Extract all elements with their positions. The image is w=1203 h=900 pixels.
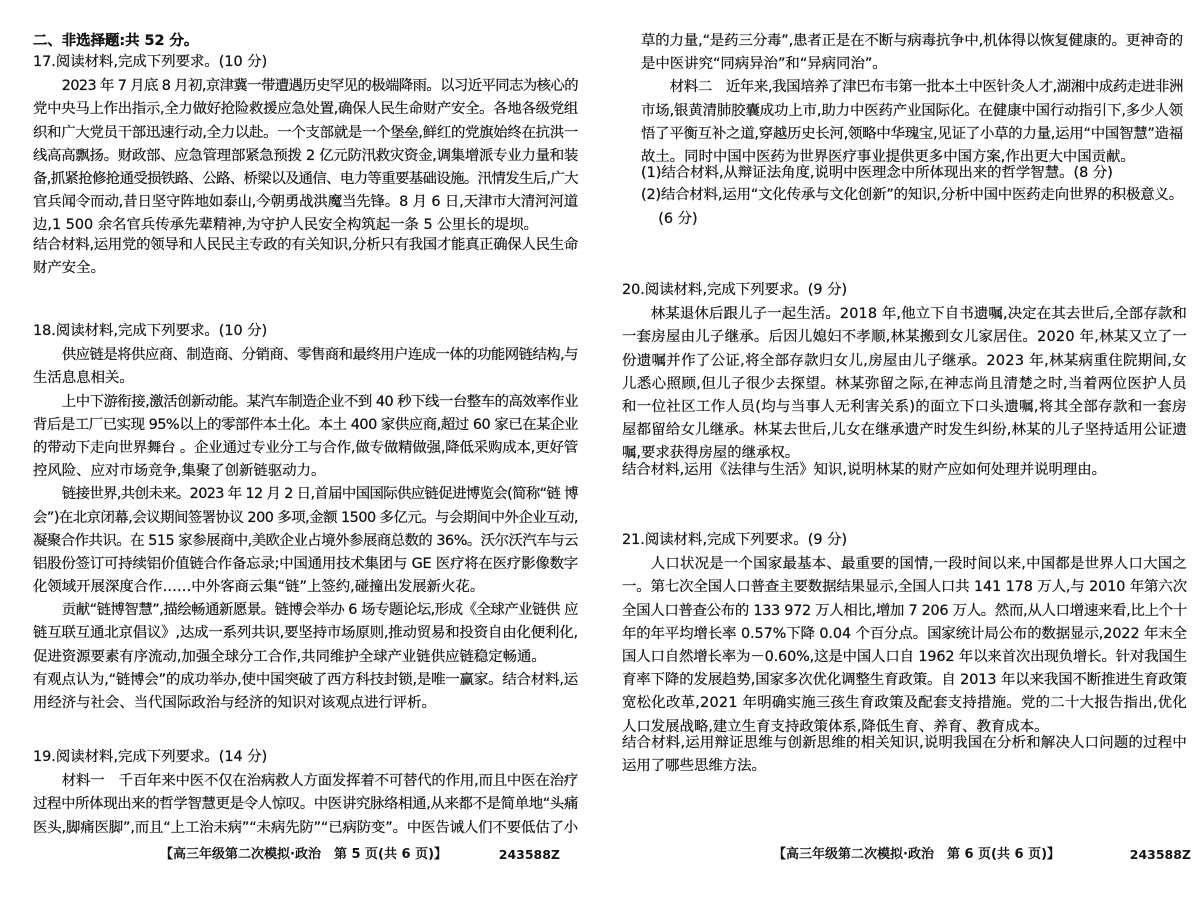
text-line: (1)结合材料,从辩证法角度,说明中医理念中所体现出来的哲学智慧。(8 分) (641, 165, 1113, 182)
text-line: 生活息息相关。 (33, 370, 134, 387)
footer-title: 【高三年级第二次模拟·政治 第 5 页(共 6 页)】 (160, 847, 448, 862)
question-prompt (622, 732, 1187, 778)
material-paragraph (33, 391, 578, 484)
text-line: 过程中所体现出来的哲学智慧更是令人惊叹。中医讲究脉络相通,从来都不是简单地“头痛 (33, 796, 578, 813)
text-line: 结合材料,运用《法律与生活》知识,说明林某的财产应如何处理并说明理由。 (622, 461, 1107, 478)
question-title: 21.阅读材料,完成下列要求。(9 分) (622, 532, 848, 548)
section-heading: 二、非选择题:共 52 分。 (33, 33, 199, 49)
question-block (33, 746, 578, 840)
text-line: 市场,银黄清肺胶囊成功上市,助力中医药产业国际化。在健康中国行动指引下,多少人领 (641, 102, 1183, 119)
text-line: 儿悉心照顾,但儿子很少去探望。林某弥留之际,在神志尚且清楚之时,当着两位医护人员 (622, 375, 1187, 392)
text-line: 2023 年 7 月底 8 月初,京津冀一带遭遇历史罕见的极端降雨。以习近平同志为核心的 (61, 78, 578, 95)
question-list (0, 0, 601, 900)
material-paragraph (622, 553, 1187, 739)
text-line: 官兵闻令而动,昔日坚守阵地如泰山,今朝勇战洪魔当先锋。8 月 6 日,天津市大清河河道 (33, 194, 578, 211)
text-line: 份遗嘱并作了公证,将全部存款归女儿,房屋由儿子继承。2023 年,林某病重住院期间,女 (622, 352, 1187, 369)
text-line: 和一位社区工作人员(均与当事人无利害关系)的面立下口头遗嘱,将其全部存款和一套房 (622, 398, 1187, 415)
paper-code: 243588Z (498, 847, 560, 862)
material-paragraph (641, 76, 1183, 169)
text-line: 一套房屋由儿子继承。后因儿媳妇不孝顺,林某搬到女儿家居住。2020 年,林某又立了一 (622, 329, 1187, 346)
text-line: (6 分) (658, 210, 698, 227)
text-line: 嘱,要求获得房屋的继承权。 (622, 445, 800, 462)
question-block (622, 529, 1187, 778)
text-line: 屋都留给女儿继承。林某去世后,儿女在继承遗产时发生纠纷,林某的儿子坚持适用公证遗 (622, 422, 1187, 439)
question-block (641, 30, 1183, 231)
question-prompt (622, 459, 1187, 482)
material-paragraph (33, 483, 578, 599)
text-line: 会”)在北京闭幕,会议期间签署协议 200 多项,金额 1500 多亿元。与会期间中外企业互动, (33, 509, 578, 526)
text-line: 故土。同时中国中医药为世界医疗事业提供更多中国方案,作出更大中国贡献。 (641, 148, 1135, 165)
question-block (33, 320, 578, 715)
exam-page-6 (601, 0, 1203, 900)
question-prompt (33, 669, 578, 715)
text-line: 链接世界,共创未来。2023 年 12 月 2 日,首届中国国际供应链促进博览会(简称“链 博 (61, 486, 578, 503)
text-line: 财产安全。 (33, 259, 105, 276)
text-line: 国人口自然增长率为－0.60%,这是中国人口自 1962 年以来首次出现负增长。针对我国生 (622, 648, 1187, 665)
material-paragraph (622, 303, 1187, 465)
text-line: 上中下游衔接,激活创新动能。某汽车制造企业不到 40 秒下线一台整车的高效率作业 (61, 393, 578, 410)
material-paragraph (33, 344, 578, 390)
text-line: 悟了平衡互补之道,穿越历史长河,领略中华瑰宝,见证了小草的力量,运用“中国智慧”造福 (641, 125, 1183, 142)
paper-code: 243588Z (1129, 847, 1191, 862)
text-line: 运用了哪些思维方法。 (622, 757, 766, 774)
text-line: 人口发展战略,建立生育支持政策体系,降低生育、养育、教育成本。 (622, 718, 1049, 735)
question-title: 19.阅读材料,完成下列要求。(14 分) (33, 749, 268, 765)
question-block (622, 279, 1187, 482)
question-title: 17.阅读材料,完成下列要求。(10 分) (33, 54, 268, 70)
material-paragraph (33, 770, 578, 840)
text-line: 控风险、应对市场竞争,集聚了创新链驱动力。 (33, 463, 326, 480)
question-title: 20.阅读材料,完成下列要求。(9 分) (622, 282, 848, 298)
text-line: 一。第七次全国人口普查主要数据结果显示,全国人口共 141 178 万人,与 2010 年第六次 (622, 579, 1187, 596)
text-line: 织和广大党员干部迅速行动,全力以赴。一个支部就是一个堡垒,鲜红的党旗始终在抗洪一 (33, 124, 578, 141)
exam-page-5 (0, 0, 601, 900)
text-line: 全国人口普查公布的 133 972 万人相比,增加 7 206 万人。然而,从人口增速来看,比上个十 (622, 602, 1187, 619)
text-line: 背后是工厂已实现 95%以上的零部件本土化。本土 400 家供应商,超过 60 家已在某企业 (33, 416, 578, 433)
text-line: 化领域开展深度合作……中外客商云集“链”上签约,碰撞出发展新火花。 (33, 579, 485, 596)
text-line: 的带动下走向世界舞台 。企业通过专业分工与合作,做专做精做强,降低采购成本,更好管 (33, 439, 578, 456)
text-line: 育率下降的发展趋势,国家多次优化调整生育政策。自 2013 年以来我国不断推进生育政策 (622, 672, 1187, 689)
text-line: 材料一 千百年来中医不仅在治病救人方面发挥着不可替代的作用,而且中医在治疗 (61, 773, 578, 790)
text-line: 材料二 近年来,我国培养了津巴布韦第一批本土中医针灸人才,湖湘中成药走进非洲 (669, 79, 1183, 96)
text-line: 党中央马上作出指示,全力做好抢险救援应急处置,确保人民生命财产安全。各地各级党组 (33, 101, 578, 118)
text-line: 用经济与社会、当代国际政治与经济的知识对该观点进行评析。 (33, 695, 436, 711)
text-line: 线高高飘扬。财政部、应急管理部紧急预拨 2 亿元防汛救灾资金,调集增派专业力量和装 (33, 147, 578, 164)
text-line: 医头,脚痛医脚”,而且“上工治未病”“未病先防”“已病防变”。中医告诫人们不要低估了小 (33, 819, 578, 836)
material-paragraph (33, 75, 578, 237)
text-line: 链互联互通北京倡议》,达成一系列共识,要坚持市场原则,推动贸易和投资自由化便利化, (33, 625, 578, 642)
text-line: (2)结合材料,运用“文化传承与文化创新”的知识,分析中国中医药走向世界的积极意义。 (641, 187, 1183, 204)
continued-material-paragraph (641, 30, 1183, 76)
text-line: 供应链是将供应商、制造商、分销商、零售商和最终用户连成一体的功能网链结构,与 (61, 347, 578, 364)
text-line: 草的力量,“是药三分毒”,患者正是在不断与病毒抗争中,机体得以恢复健康的。更神奇的 (641, 33, 1183, 49)
question-block (33, 51, 578, 280)
material-paragraph (33, 599, 578, 669)
question-prompt (33, 234, 578, 280)
text-line: 凝聚合作共识。在 515 家参展商中,美欧企业占境外参展商总数的 36%。沃尔沃汽车与云 (33, 532, 578, 549)
text-line: 宽松化改革,2021 年明确实施三孩生育政策及配套支持措施。党的二十大报告指出,优化 (622, 695, 1187, 712)
text-line: 有观点认为,“链博会”的成功举办,使中国突破了西方科技封锁,是唯一赢家。结合材料,运 (33, 671, 578, 688)
footer-title: 【高三年级第二次模拟·政治 第 6 页(共 6 页)】 (773, 847, 1061, 862)
question-list (601, 0, 1203, 900)
text-line: 铝股份签订可持续铝价值链合作备忘录;中国通用技术集团与 GE 医疗将在医疗影像数字 (33, 555, 578, 572)
text-line: 是中医讲究“同病异治”和“异病同治”。 (641, 56, 887, 73)
text-line: 人口状况是一个国家最基本、最重要的国情,一段时间以来,中国都是世界人口大国之 (650, 556, 1187, 573)
text-line: 林某退休后跟儿子一起生活。2018 年,他立下自书遗嘱,决定在其去世后,全部存款和 (650, 306, 1187, 323)
text-line: 结合材料,运用辩证思维与创新思维的相关知识,说明我国在分析和解决人口问题的过程中 (622, 734, 1187, 751)
text-line: 促进资源要素有序流动,加强全球分工合作,共同维护全球产业链供应链稳定畅通。 (33, 648, 546, 665)
text-line: 边,1 500 余名官兵传承先辈精神,为守护人民安全构筑起一条 5 公里长的堤坝。 (33, 217, 538, 234)
text-line: 贡献“链博智慧”,描绘畅通新愿景。链博会举办 6 场专题论坛,形成《全球产业链供 应 (61, 602, 578, 619)
text-line: 结合材料,运用党的领导和人民民主专政的有关知识,分析只有我国才能真正确保人民生命 (33, 236, 578, 253)
text-line: 备,抓紧抢修抢通受损铁路、公路、桥梁以及通信、电力等重要基础设施。汛情发生后,广大 (33, 170, 578, 187)
text-line: 年的年平均增长率 0.57%下降 0.04 个百分点。国家统计局公布的数据显示,2022 年末全 (622, 625, 1187, 642)
question-title: 18.阅读材料,完成下列要求。(10 分) (33, 323, 268, 339)
subquestion (641, 162, 1183, 185)
subquestion (641, 184, 1183, 230)
